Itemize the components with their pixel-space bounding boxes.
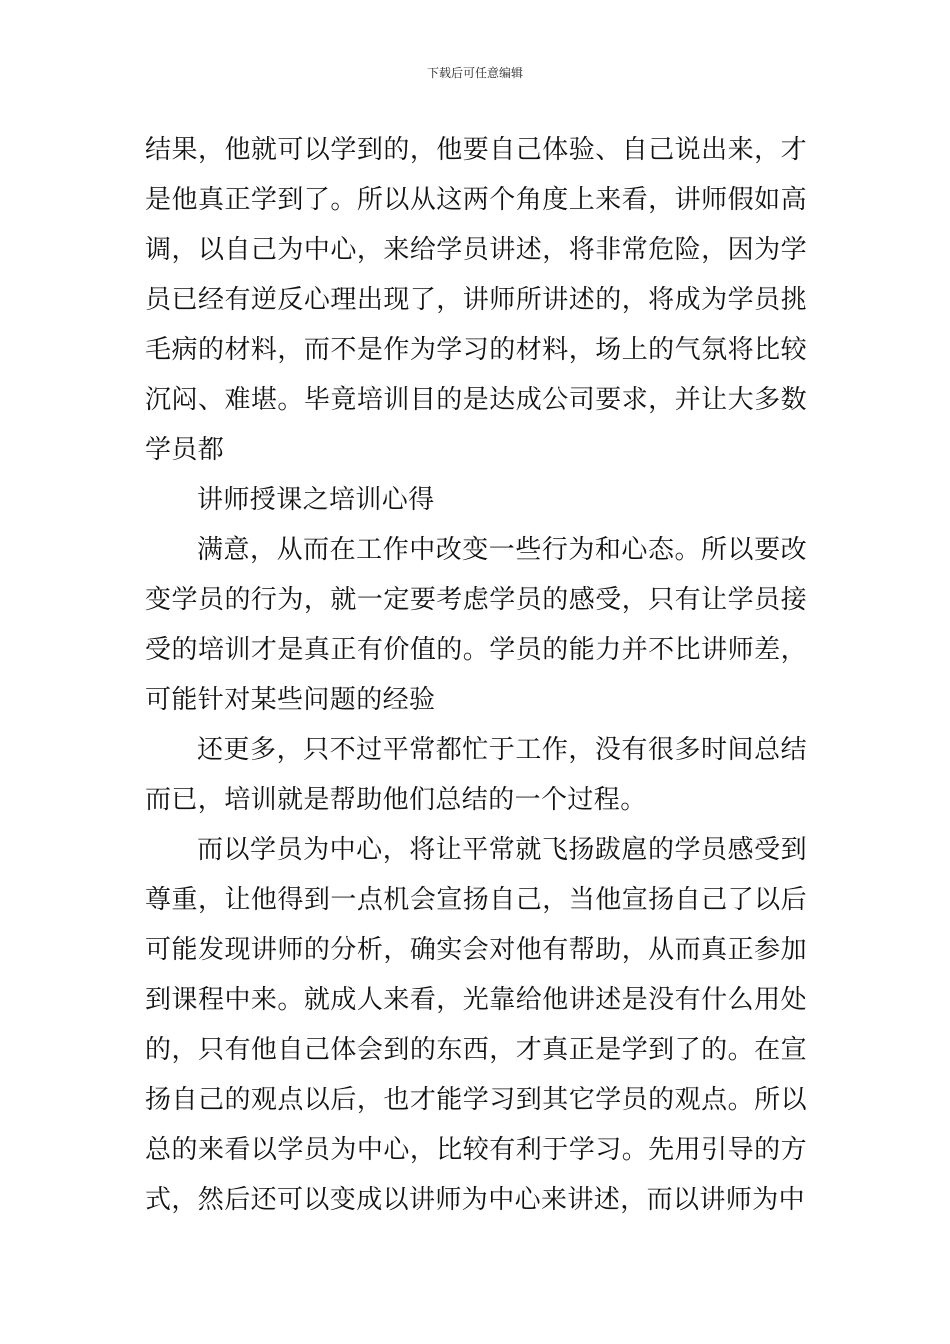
paragraph-3: 还更多，只不过平常都忙于工作，没有很多时间总结而已，培训就是帮助他们总结的一个过程。	[145, 735, 807, 815]
paragraph-2: 满意，从而在工作中改变一些行为和心态。所以要改变学员的行为，就一定要考虑学员的感受，只有让学员接受的培训才是真正有价值的。学员的能力并不比讲师差，可能针对某些问题的经验	[145, 535, 807, 715]
paragraph-1: 结果，他就可以学到的，他要自己体验、自己说出来，才是他真正学到了。所以从这两个角度上来看，讲师假如高调，以自己为中心，来给学员讲述，将非常危险，因为学员已经有逆反心理出现了，讲师所讲述的，将成为学员挑毛病的材料，而不是作为学习的材料，场上的气氛将比较沉闷、难堪。毕竟培训目的是达成公司要求，并让大多数学员都	[145, 135, 807, 465]
paragraph-4: 而以学员为中心，将让平常就飞扬跋扈的学员感受到尊重，让他得到一点机会宣扬自己，当他宣扬自己了以后可能发现讲师的分析，确实会对他有帮助，从而真正参加到课程中来。就成人来看，光靠给他讲述是没有什么用处的，只有他自己体会到的东西，才真正是学到了的。在宣扬自己的观点以后，也才能学习到其它学员的观点。所以总的来看以学员为中心，比较有利于学习。先用引导的方式，然后还可以变成以讲师为中心来讲述，而以讲师为中	[145, 835, 807, 1215]
section-heading: 讲师授课之培训心得	[197, 485, 435, 515]
page-header: 下载后可任意编辑	[426, 66, 523, 80]
document-body	[145, 125, 807, 1225]
